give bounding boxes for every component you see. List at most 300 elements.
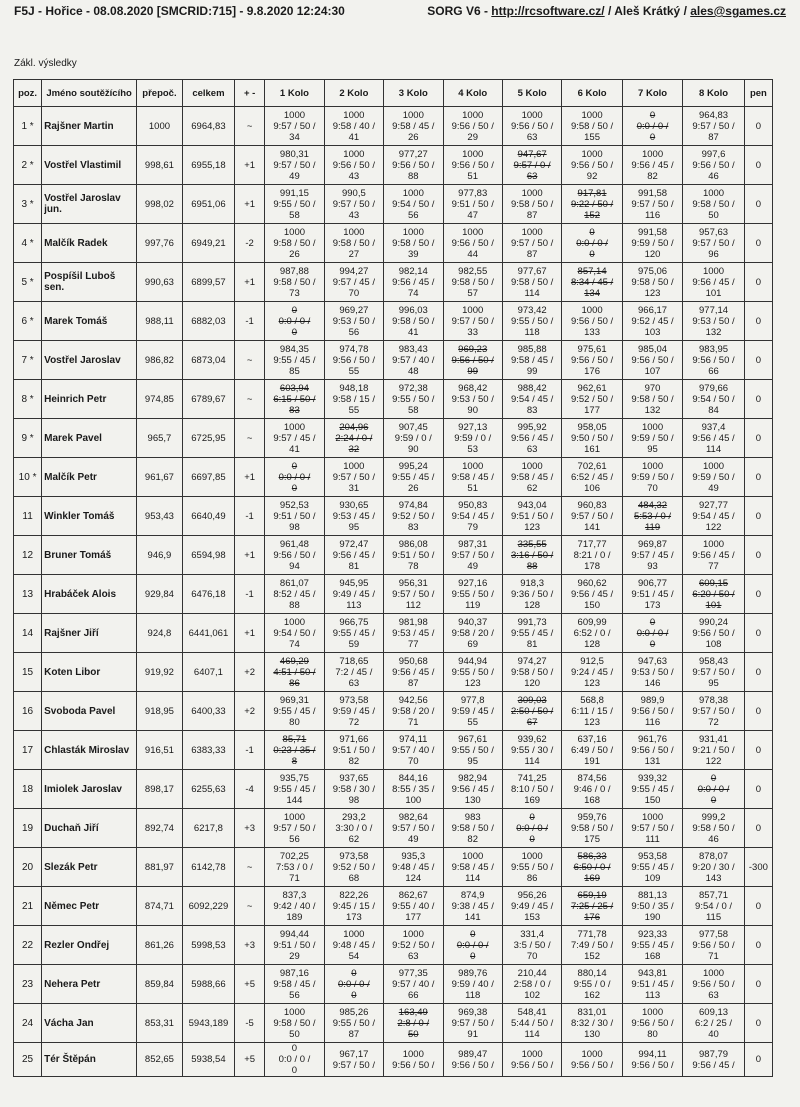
round-detail: 8:32 / 30 /	[570, 1017, 614, 1029]
round-detail: 9:54 / 50 /	[692, 393, 735, 405]
round-cell	[443, 653, 502, 692]
round-score: 1000	[343, 928, 365, 940]
position-cell: 10 *	[14, 458, 42, 497]
round-detail: 9:56 / 50 /	[273, 549, 316, 561]
round-score: 1000	[702, 187, 725, 199]
round-detail-height: 113	[644, 989, 661, 1001]
round-detail-height: 123	[584, 716, 600, 728]
competitor-name: Němec Petr	[42, 887, 137, 926]
penalty-cell: 0	[744, 692, 772, 731]
round-detail: 9:48 / 45 /	[392, 861, 435, 873]
round-detail: 9:56 / 45 /	[692, 549, 735, 561]
round-detail-height: 98	[348, 794, 360, 806]
penalty-cell: 0	[744, 653, 772, 692]
round-score: 1000	[462, 850, 484, 862]
website-link[interactable]: http://rcsoftware.cz/	[491, 4, 605, 18]
round-detail-height: 67	[526, 716, 538, 728]
recalc-score: 965,7	[137, 419, 183, 458]
round-detail-height: 114	[465, 872, 481, 884]
round-score: 974,27	[517, 655, 547, 667]
round-detail-height: 120	[524, 677, 541, 689]
round-detail-height: 53	[467, 443, 478, 455]
round-cell	[443, 614, 502, 653]
round-cell	[265, 419, 324, 458]
round-detail-height: 0	[351, 989, 357, 1001]
round-detail: 9:56 / 50 /	[451, 120, 494, 132]
round-score: 977,14	[699, 304, 729, 316]
position-cell: 23	[14, 965, 42, 1004]
round-cell	[683, 419, 745, 458]
round-detail-height: 49	[408, 833, 419, 845]
round-detail: 9:57 / 45 /	[332, 276, 375, 288]
round-detail-height: 178	[584, 560, 600, 572]
round-detail-height: 31	[348, 482, 360, 494]
round-score: 85,71	[282, 733, 307, 745]
round-cell	[683, 536, 745, 575]
competitor-name: Marek Tomáš	[42, 302, 137, 341]
position-cell: 12	[14, 536, 42, 575]
round-detail: 9:36 / 50 /	[511, 588, 554, 600]
round-score: 964,83	[699, 109, 729, 121]
round-score: 979,66	[699, 382, 729, 394]
round-score: 548,41	[517, 1006, 547, 1018]
round-score: 985,04	[638, 343, 668, 355]
round-detail: 9:56 / 50 /	[511, 1059, 554, 1071]
round-detail-height: 130	[464, 794, 481, 806]
column-header: 4 Kolo	[443, 80, 502, 107]
round-score: 945,95	[339, 577, 369, 589]
round-score: 163,49	[398, 1006, 428, 1018]
round-detail-height: 96	[708, 248, 719, 260]
round-detail-height: 131	[644, 755, 661, 767]
round-score: 931,41	[699, 733, 729, 745]
round-cell	[562, 575, 622, 614]
round-cell	[324, 185, 383, 224]
round-detail: 9:58 / 50 /	[692, 198, 735, 210]
round-cell	[324, 926, 383, 965]
round-detail: 9:56 / 50 /	[631, 744, 674, 756]
round-detail: 9:56 / 50 /	[392, 159, 435, 171]
round-detail: 9:56 / 50 /	[511, 120, 554, 132]
round-cell	[265, 848, 324, 887]
position-cell: 3 *	[14, 185, 42, 224]
round-score: 857,71	[699, 889, 729, 901]
round-detail: 9:57 / 50 /	[332, 1059, 375, 1071]
column-header: přepoč.	[137, 80, 183, 107]
round-cell	[502, 380, 561, 419]
round-detail: 9:20 / 30 /	[692, 861, 735, 873]
round-cell	[502, 341, 561, 380]
round-detail-height: 95	[348, 521, 360, 533]
header-left: F5J - Hořice - 08.08.2020 [SMCRID:715] - 9.8.2020 12:24:30	[14, 4, 345, 18]
round-score: 0	[351, 967, 357, 979]
round-score: 609,99	[577, 616, 607, 628]
round-cell	[384, 497, 443, 536]
round-detail-height: 152	[584, 209, 600, 221]
round-cell	[265, 731, 324, 770]
competitor-name: Rajšner Jiří	[42, 614, 137, 653]
round-detail-height: 0	[589, 248, 595, 260]
round-score: 956,26	[517, 889, 547, 901]
round-detail: 0:0 / 0 /	[456, 939, 489, 951]
round-cell	[384, 887, 443, 926]
round-detail: 7:2 / 45 /	[335, 666, 373, 678]
recalc-score: 898,17	[137, 770, 183, 809]
round-detail-height: 63	[708, 989, 719, 1001]
round-score: 918,3	[520, 577, 545, 589]
round-detail-height: 132	[644, 404, 661, 416]
penalty-cell: 0	[744, 263, 772, 302]
round-cell	[683, 731, 745, 770]
round-detail: 0:0 / 0 /	[636, 120, 669, 132]
round-score: 923,33	[638, 928, 668, 940]
penalty-cell: 0	[744, 458, 772, 497]
round-cell	[265, 1004, 324, 1043]
penalty-cell: 0	[744, 185, 772, 224]
round-detail-height: 46	[708, 170, 719, 182]
competitor-name: Vostřel Jaroslav	[42, 341, 137, 380]
round-cell	[265, 692, 324, 731]
round-cell	[622, 497, 682, 536]
round-cell	[683, 848, 745, 887]
round-score: 972,38	[398, 382, 428, 394]
round-detail-height: 82	[467, 833, 478, 845]
round-score: 995,24	[398, 460, 428, 472]
round-detail-height: 66	[708, 365, 719, 377]
round-detail-height: 27	[348, 248, 360, 260]
round-cell	[443, 1043, 502, 1077]
total-score: 6882,03	[182, 302, 234, 341]
round-detail-height: 49	[289, 170, 300, 182]
round-detail-height: 79	[467, 521, 478, 533]
round-detail: 0:0 / 0 /	[697, 783, 730, 795]
round-score: 881,13	[638, 889, 668, 901]
total-score: 6092,229	[182, 887, 234, 926]
column-header: pen	[744, 80, 772, 107]
round-score: 969,38	[458, 1006, 488, 1018]
position-cell: 15	[14, 653, 42, 692]
round-score: 907,45	[398, 421, 428, 433]
round-detail-height: 119	[465, 599, 481, 611]
penalty-cell: 0	[744, 965, 772, 1004]
round-score: 837,3	[282, 889, 307, 901]
position-cell: 13	[14, 575, 42, 614]
recalc-score: 961,67	[137, 458, 183, 497]
round-cell	[324, 458, 383, 497]
round-detail: 9:52 / 50 /	[392, 939, 435, 951]
round-detail-height: 56	[348, 326, 360, 338]
round-score: 702,25	[279, 850, 309, 862]
round-detail: 9:56 / 50 /	[451, 1059, 494, 1071]
round-detail-height: 56	[289, 833, 300, 845]
round-detail-height: 122	[705, 521, 722, 533]
round-detail-height: 173	[345, 911, 362, 923]
position-change: +1	[235, 263, 265, 302]
round-cell	[324, 965, 383, 1004]
round-detail-height: 95	[708, 677, 719, 689]
round-detail-height: 99	[467, 365, 478, 377]
round-cell	[443, 848, 502, 887]
round-detail-height: 109	[644, 872, 661, 884]
recalc-score: 919,92	[137, 653, 183, 692]
round-cell	[324, 107, 383, 146]
round-detail-height: 119	[644, 521, 661, 533]
round-detail-height: 90	[467, 404, 478, 416]
penalty-cell: 0	[744, 575, 772, 614]
round-detail-height: 141	[464, 911, 481, 923]
round-cell	[622, 848, 682, 887]
round-cell	[384, 224, 443, 263]
round-cell	[324, 848, 383, 887]
position-change: ~	[235, 848, 265, 887]
round-cell	[683, 458, 745, 497]
table-row	[14, 497, 773, 536]
round-detail: 9:57 / 50 /	[692, 705, 735, 717]
round-score: 990,24	[699, 616, 729, 628]
round-cell	[324, 1004, 383, 1043]
round-detail: 9:59 / 50 /	[631, 237, 674, 249]
round-score: 1000	[581, 304, 603, 316]
round-cell	[384, 770, 443, 809]
round-detail: 9:51 / 50 /	[273, 939, 316, 951]
round-detail: 9:56 / 45 /	[451, 783, 494, 795]
round-detail: 9:57 / 50 /	[692, 120, 735, 132]
round-detail-height: 122	[705, 755, 722, 767]
round-detail: 9:58 / 50 /	[511, 666, 554, 678]
round-detail: 9:55 / 45 /	[392, 471, 435, 483]
round-detail: 8:34 / 45 /	[570, 276, 614, 288]
round-score: 962,61	[577, 382, 607, 394]
round-cell	[324, 380, 383, 419]
round-detail: 9:58 / 50 /	[451, 822, 494, 834]
round-detail: 9:56 / 50 /	[451, 159, 494, 171]
competitor-name: Malčík Petr	[42, 458, 137, 497]
round-score: 210,44	[517, 967, 547, 979]
round-detail: 2:50 / 50 /	[511, 705, 554, 717]
round-detail: 9:56 / 45 /	[692, 276, 735, 288]
round-score: 0	[529, 811, 535, 823]
round-cell	[443, 926, 502, 965]
round-detail: 9:58 / 50 /	[273, 1017, 316, 1029]
round-detail: 9:58 / 50 /	[392, 237, 435, 249]
header-right	[427, 4, 786, 20]
round-detail: 9:56 / 50 /	[570, 1059, 614, 1071]
competitor-name: Rezler Ondřej	[42, 926, 137, 965]
round-detail: 0:0 / 0 /	[278, 315, 311, 327]
round-score: 1000	[283, 616, 306, 628]
round-score: 956,31	[398, 577, 428, 589]
round-detail-height: 41	[348, 131, 360, 143]
round-score: 984,35	[279, 343, 309, 355]
round-score: 1000	[581, 148, 603, 160]
round-score: 568,8	[580, 694, 604, 706]
round-detail-height: 114	[705, 443, 722, 455]
round-detail: 9:52 / 50 /	[392, 510, 435, 522]
round-detail-height: 50	[289, 1028, 300, 1040]
round-detail-height: 63	[526, 170, 538, 182]
total-score: 6640,49	[182, 497, 234, 536]
round-cell	[443, 887, 502, 926]
round-cell	[384, 653, 443, 692]
round-score: 977,83	[458, 187, 488, 199]
round-cell	[324, 731, 383, 770]
round-detail: 9:56 / 45 /	[392, 666, 435, 678]
round-score: 874,9	[460, 889, 485, 901]
round-detail-height: 0	[649, 131, 656, 143]
round-detail: 9:55 / 50 /	[392, 393, 435, 405]
total-score: 5943,189	[182, 1004, 234, 1043]
round-detail: 9:57 / 50 /	[511, 237, 554, 249]
total-score: 6476,18	[182, 575, 234, 614]
round-detail: 2:24 / 0 /	[335, 432, 373, 444]
penalty-cell: 0	[744, 926, 772, 965]
round-detail-height: 101	[705, 287, 722, 299]
round-cell	[622, 887, 682, 926]
total-score: 6594,98	[182, 536, 234, 575]
email-link[interactable]: ales@sgames.cz	[690, 4, 786, 18]
round-score: 831,01	[577, 1006, 607, 1018]
round-detail-height: 173	[644, 599, 661, 611]
round-score: 958,05	[577, 421, 607, 433]
recalc-score: 924,8	[137, 614, 183, 653]
round-detail-height: 59	[348, 638, 360, 650]
round-score: 987,16	[279, 967, 309, 979]
round-detail: 9:58 / 50 /	[631, 276, 674, 288]
round-score: 973,42	[517, 304, 547, 316]
round-score: 937,4	[701, 421, 726, 433]
round-detail: 9:55 / 45 /	[273, 705, 316, 717]
round-cell	[562, 887, 622, 926]
round-detail-height: 191	[584, 755, 600, 767]
recalc-score: 988,11	[137, 302, 183, 341]
round-detail: 6:52 / 45 /	[570, 471, 614, 483]
position-cell: 19	[14, 809, 42, 848]
total-score: 6964,83	[182, 107, 234, 146]
round-detail-height: 46	[708, 833, 719, 845]
round-detail-height: 55	[348, 404, 360, 416]
table-body	[14, 107, 773, 1077]
table-row	[14, 731, 773, 770]
round-cell	[384, 848, 443, 887]
round-score: 969,27	[339, 304, 369, 316]
round-cell	[443, 185, 502, 224]
round-score: 944,94	[458, 655, 488, 667]
round-score: 1000	[402, 226, 424, 238]
round-detail-height: 41	[408, 326, 419, 338]
round-detail-height: 116	[644, 716, 661, 728]
table-row	[14, 380, 773, 419]
round-detail-height: 41	[289, 443, 300, 455]
round-cell	[265, 1043, 324, 1077]
round-cell	[443, 224, 502, 263]
round-detail-height: 189	[286, 911, 303, 923]
round-detail: 9:53 / 50 /	[631, 666, 674, 678]
round-detail-height: 40	[708, 1028, 719, 1040]
round-cell	[683, 1043, 745, 1077]
recalc-score: 998,61	[137, 146, 183, 185]
round-detail-height: 123	[524, 521, 541, 533]
round-detail-height: 134	[584, 287, 600, 299]
position-change: +1	[235, 458, 265, 497]
round-detail: 9:55 / 50 /	[332, 1017, 375, 1029]
round-detail: 9:57 / 50 /	[273, 120, 316, 132]
round-detail: 7:53 / 0 /	[275, 861, 313, 873]
round-detail-height: 55	[348, 365, 360, 377]
round-cell	[443, 458, 502, 497]
recalc-score: 918,95	[137, 692, 183, 731]
round-score: 484,32	[638, 499, 668, 511]
round-detail: 0:23 / 35 /	[273, 744, 316, 756]
round-detail: 9:56 / 50 /	[631, 705, 674, 717]
round-cell	[265, 107, 324, 146]
round-cell	[502, 302, 561, 341]
column-header: 8 Kolo	[683, 80, 745, 107]
recalc-score: 859,84	[137, 965, 183, 1004]
page-header	[14, 4, 786, 20]
round-cell	[562, 731, 622, 770]
round-detail: 9:58 / 50 /	[631, 393, 674, 405]
round-detail-height: 146	[644, 677, 661, 689]
round-score: 1000	[641, 421, 664, 433]
round-detail: 2:58 / 0 /	[513, 978, 551, 990]
round-detail: 5:53 / 0 /	[634, 510, 672, 522]
round-detail-height: 8	[291, 755, 298, 767]
round-cell	[384, 692, 443, 731]
results-table	[13, 79, 773, 1077]
round-cell	[683, 263, 745, 302]
round-score: 958,43	[699, 655, 729, 667]
round-detail: 9:56 / 45 /	[570, 588, 614, 600]
column-header: Jméno soutěžícího	[42, 80, 137, 107]
round-detail-height: 101	[705, 599, 722, 611]
round-cell	[562, 302, 622, 341]
round-cell	[502, 1043, 561, 1077]
round-detail: 9:55 / 50 /	[451, 744, 494, 756]
round-detail: 9:54 / 45 /	[511, 393, 554, 405]
round-cell	[384, 614, 443, 653]
round-detail: 9:57 / 50 /	[692, 666, 735, 678]
round-detail-height: 58	[408, 404, 419, 416]
round-cell	[502, 224, 561, 263]
round-cell	[265, 770, 324, 809]
round-detail-height: 80	[647, 1028, 658, 1040]
round-detail: 9:53 / 50 /	[332, 315, 375, 327]
competitor-name: Duchaň Jiří	[42, 809, 137, 848]
round-detail: 9:57 / 50 /	[451, 315, 494, 327]
round-score: 960,83	[577, 499, 607, 511]
position-change: +5	[235, 965, 265, 1004]
round-detail-height: 44	[467, 248, 478, 260]
round-detail-height: 130	[584, 1028, 600, 1040]
position-change: +1	[235, 536, 265, 575]
table-row	[14, 419, 773, 458]
round-cell	[683, 887, 745, 926]
round-detail-height: 34	[289, 131, 300, 143]
penalty-cell: 0	[744, 302, 772, 341]
round-detail-height: 86	[526, 872, 538, 884]
competitor-name: Vácha Jan	[42, 1004, 137, 1043]
position-change: -4	[235, 770, 265, 809]
position-cell: 14	[14, 614, 42, 653]
round-cell	[324, 575, 383, 614]
round-score: 982,64	[398, 811, 428, 823]
round-detail: 9:57 / 50 /	[631, 822, 674, 834]
round-detail-height: 128	[584, 638, 600, 650]
round-cell	[622, 1004, 682, 1043]
round-score: 989,9	[640, 694, 665, 706]
round-cell	[502, 770, 561, 809]
round-score: 1000	[462, 304, 484, 316]
